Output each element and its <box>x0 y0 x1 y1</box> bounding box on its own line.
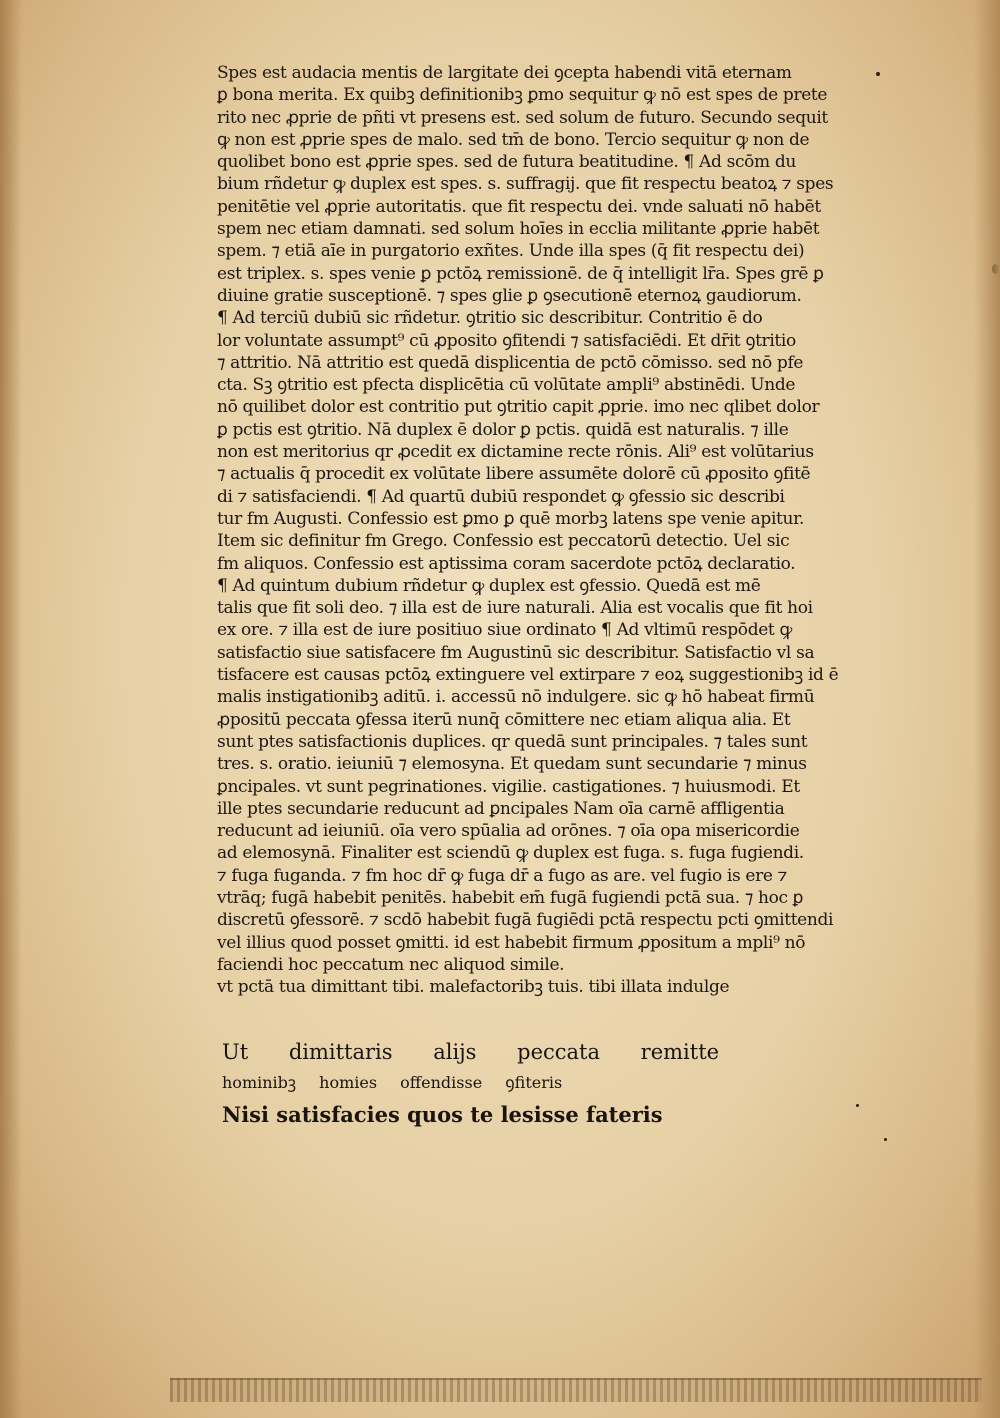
text-line: ꝙ non est ꝓprie spes de malo. sed tm̄ de bono. Tercio sequitur ꝙ non de <box>217 129 810 150</box>
ink-speck <box>856 1104 859 1107</box>
text-line: non est meritorius qr ꝓcedit ex dictamine recte rōnis. Ali⁹ est volūtarius <box>217 442 814 463</box>
text-line: vtrāq; fugā habebit penitēs. habebit em̄ fugā fugiendi pctā sua. ⁊ hoc ꝑ <box>217 887 804 908</box>
text-line: ⁊ actualis q̄ procedit ex volūtate libere assumēte dolorē cū ꝓposito ꝯfitē <box>217 464 811 485</box>
text-line: ꝓpositū peccata ꝯfessa iterū nunq̄ cōmittere nec etiam aliqua alia. Et <box>217 709 791 730</box>
verse-line-2: hominibꝫ homies offendisse ꝯfiteris <box>222 1073 563 1092</box>
text-line: satisfactio siue satisfacere fm Augustinū sic describitur. Satisfactio vl sa <box>217 642 815 663</box>
text-line: ad elemosynā. Finaliter est sciendū ꝙ duplex est fuga. s. fuga fugiendi. <box>217 843 804 864</box>
text-line: sunt ptes satisfactionis duplices. qr quedā sunt principales. ⁊ tales sunt <box>217 731 808 752</box>
text-line: bium rñdetur ꝙ duplex est spes. s. suffragij. que fit respectu beatoꝝ ⁊ spes <box>217 174 834 195</box>
text-line: quolibet bono est ꝓprie spes. sed de futura beatitudine. ¶ Ad scōm du <box>217 152 796 173</box>
text-line: ⁊ fuga fuganda. ⁊ fm hoc dr̄ ꝙ fuga dr̄ a fugo as are. vel fugio is ere ⁊ <box>217 865 788 886</box>
text-line: ille ptes secundarie reducunt ad ꝑncipales Nam oīa carnē affligentia <box>217 798 785 819</box>
text-line: vel illius quod posset ꝯmitti. id est habebit firmum ꝓpositum a mpli⁹ nō <box>217 932 806 953</box>
text-line: lor voluntate assumpt⁹ cū ꝓposito ꝯfitendi ⁊ satisfaciēdi. Et dr̄it ꝯtritio <box>217 330 796 351</box>
text-line: ꝑ pctis est ꝯtritio. Nā duplex ē dolor ꝑ pctis. quidā est naturalis. ⁊ ille <box>217 419 789 440</box>
text-line: ex ore. ⁊ illa est de iure positiuo siue ordinato ¶ Ad vltimū respōdet ꝙ <box>217 620 792 641</box>
text-line: ⁊ attritio. Nā attritio est quedā displicentia de pctō cōmisso. sed nō pfe <box>217 352 804 373</box>
text-line: reducunt ad ieiuniū. oīa vero spūalia ad orōnes. ⁊ oīa opa misericordie <box>217 821 800 842</box>
text-line: Spes est audacia mentis de largitate dei ꝯcepta habendi vitā eternam <box>217 63 792 83</box>
text-line: tisfacere est causas pctōꝝ extinguere vel extirpare ⁊ eoꝝ suggestionibꝫ id ē <box>217 665 839 686</box>
text-line: discretū ꝯfessorē. ⁊ scdō habebit fugā fugiēdi pctā respectu pcti ꝯmittendi <box>217 910 834 931</box>
text-line: talis que fit soli deo. ⁊ illa est de iure naturali. Alia est vocalis que fit hoi <box>217 598 813 619</box>
text-line: spem nec etiam damnati. sed solum hoīes in ecclia militante ꝓprie habēt <box>217 219 820 240</box>
text-line: ¶ Ad terciū dubiū sic rñdetur. ꝯtritio sic describitur. Contritio ē do <box>217 308 763 329</box>
text-line: Item sic definitur fm Grego. Confessio est peccatorū detectio. Uel sic <box>217 531 790 552</box>
text-line: malis instigationibꝫ aditū. i. accessū nō indulgere. sic ꝙ hō habeat firmū <box>217 687 815 708</box>
text-line: cta. Sꝫ ꝯtritio est pfecta displicētia cū volūtate ampli⁹ abstinēdi. Unde <box>217 375 796 396</box>
page-bottom-edge <box>170 1378 982 1402</box>
text-line: faciendi hoc peccatum nec aliquod simile. <box>217 954 565 975</box>
text-line: di ⁊ satisfaciendi. ¶ Ad quartū dubiū respondet ꝙ ꝯfessio sic describi <box>217 486 785 507</box>
ink-speck <box>876 72 880 76</box>
text-line: ¶ Ad quintum dubium rñdetur ꝙ duplex est ꝯfessio. Quedā est mē <box>217 575 761 596</box>
text-line: ꝑ bona merita. Ex quibꝫ definitionibꝫ ꝑmo sequitur ꝙ nō est spes de prete <box>217 85 828 106</box>
ink-speck <box>884 1138 887 1141</box>
verse-line-3: Nisi satisfacies quos te lesisse fateris <box>222 1102 663 1127</box>
text-line: fm aliquos. Confessio est aptissima coram sacerdote pctōꝝ declaratio. <box>217 553 796 574</box>
text-line: ꝑncipales. vt sunt pegrinationes. vigilie. castigationes. ⁊ huiusmodi. Et <box>217 776 800 797</box>
text-line: est triplex. s. spes venie ꝑ pctōꝝ remissionē. de q̄ intelligit lr̄a. Spes grē ꝑ <box>217 263 824 284</box>
text-line: vt pctā tua dimittant tibi. malefactoribꝫ tuis. tibi illata indulge <box>217 977 730 998</box>
text-line: penitētie vel ꝓprie autoritatis. que fit respectu dei. vnde saluati nō habēt <box>217 196 821 217</box>
text-line: nō quilibet dolor est contritio put ꝯtritio capit ꝓprie. imo nec qlibet dolor <box>217 397 820 418</box>
text-line: rito nec ꝓprie de pñti vt presens est. sed solum de futuro. Secundo sequit <box>217 107 828 128</box>
ink-speck <box>992 264 999 274</box>
text-line: spem. ⁊ etiā aīe in purgatorio exñtes. Unde illa spes (q̄ fit respectu dei) <box>217 241 805 262</box>
text-line: diuine gratie susceptionē. ⁊ spes glie ꝑ ꝯsecutionē eternoꝝ gaudiorum. <box>217 285 802 306</box>
verse-line-1: Ut dimittaris alijs peccata remitte <box>222 1040 720 1064</box>
text-line: tur fm Augusti. Confessio est ꝑmo ꝑ quē morbꝫ latens spe venie apitur. <box>217 508 805 529</box>
main-text-block <box>217 62 865 998</box>
verse-block <box>222 1036 862 1132</box>
text-line: tres. s. oratio. ieiuniū ⁊ elemosyna. Et quedam sunt secundarie ⁊ minus <box>217 754 807 775</box>
